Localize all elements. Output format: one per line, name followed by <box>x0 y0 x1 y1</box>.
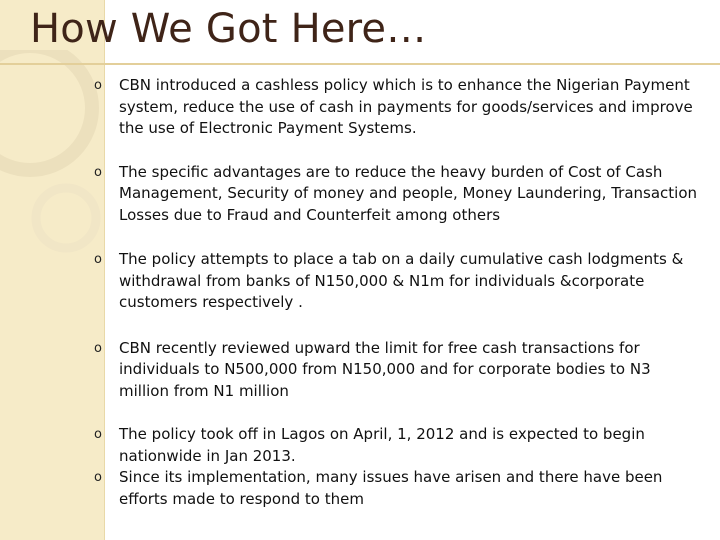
bullet-marker-icon: o <box>94 252 102 267</box>
bullet-item <box>94 75 704 140</box>
bullet-text: CBN recently reviewed upward the limit for free cash transactions for individuals to N500,000 from N150,000 and for corporate bodies to N3 million from N1 million <box>119 338 651 400</box>
bullet-item <box>94 338 704 403</box>
left-decorative-band <box>0 0 105 540</box>
bullet-text: The specific advantages are to reduce the heavy burden of Cost of Cash Management, Security of money and people, Money Laundering, Transaction Losses due to Fraud and Counterfeit among others <box>119 162 697 224</box>
bullet-item <box>94 162 704 227</box>
bullet-item <box>94 424 704 467</box>
bullet-item <box>94 249 704 314</box>
bullet-item <box>94 467 704 510</box>
bullet-marker-icon: o <box>94 340 102 356</box>
bullet-list <box>94 75 704 510</box>
bullet-text: The policy took off in Lagos on April, 1, 2012 and is expected to begin nationwide in Jan 2013. <box>119 425 645 465</box>
bullet-text: Since its implementation, many issues have arisen and there have been efforts made to respond to them <box>119 468 663 508</box>
title-underline <box>0 63 720 65</box>
bullet-text: The policy attempts to place a tab on a daily cumulative cash lodgments & withdrawal from banks of N150,000 & N1m for individuals &corporate customers respectively . <box>119 250 684 311</box>
bullet-text: CBN introduced a cashless policy which is to enhance the Nigerian Payment system, reduce the use of cash in payments for goods/services and improve the use of Electronic Payment Systems. <box>119 76 693 137</box>
bullet-marker-icon: o <box>94 164 102 180</box>
slide-title: How We Got Here… <box>30 6 427 52</box>
bullet-marker-icon: o <box>94 427 102 442</box>
bullet-marker-icon: o <box>94 78 102 93</box>
bullet-marker-icon: o <box>94 470 102 485</box>
